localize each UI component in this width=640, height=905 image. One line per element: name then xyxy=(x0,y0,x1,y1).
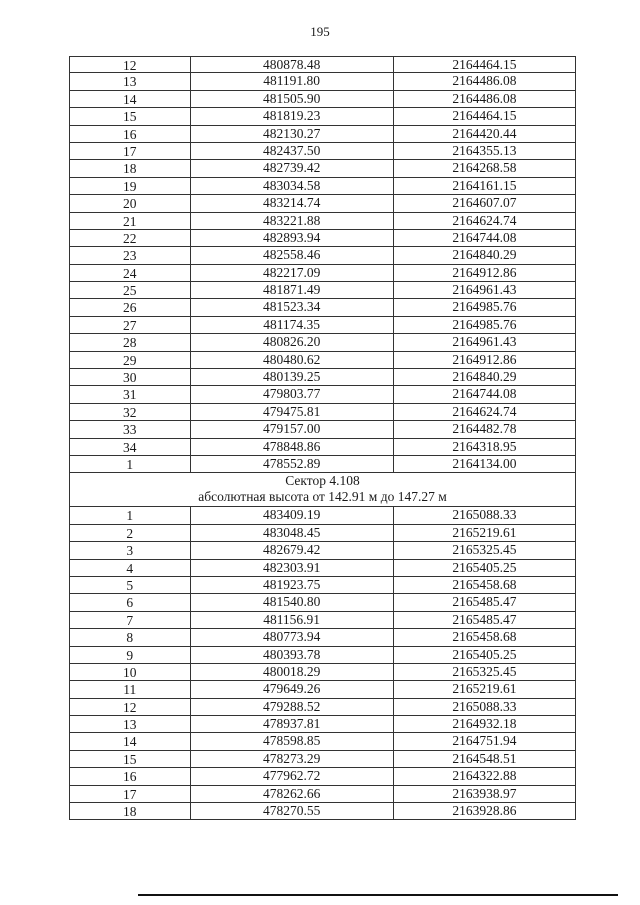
point-number-cell: 13 xyxy=(123,717,137,733)
y-coordinate-cell: 2164985.76 xyxy=(393,317,575,333)
point-number-cell: 34 xyxy=(123,439,137,455)
x-coordinate-cell: 478262.66 xyxy=(190,786,393,802)
table-row xyxy=(70,265,575,282)
point-number-cell: 16 xyxy=(123,126,137,142)
table-row xyxy=(70,247,575,264)
point-number-cell: 13 xyxy=(123,74,137,90)
x-coordinate-cell: 479649.26 xyxy=(190,681,393,697)
y-coordinate-cell: 2164607.07 xyxy=(393,195,575,211)
x-coordinate-cell: 481191.80 xyxy=(190,73,393,89)
x-coordinate-cell: 483048.45 xyxy=(190,525,393,541)
y-coordinate-cell: 2165325.45 xyxy=(393,542,575,558)
x-coordinate-cell: 483409.19 xyxy=(190,507,393,523)
table-row xyxy=(70,803,575,820)
table-row xyxy=(70,699,575,716)
table-row xyxy=(70,716,575,733)
x-coordinate-cell: 480480.62 xyxy=(190,352,393,368)
coordinates-table xyxy=(69,56,576,820)
point-number-cell: 15 xyxy=(123,109,137,125)
table-row xyxy=(70,404,575,421)
x-coordinate-cell: 482558.46 xyxy=(190,247,393,263)
table-row xyxy=(70,195,575,212)
x-coordinate-cell: 481923.75 xyxy=(190,577,393,593)
y-coordinate-cell: 2164355.13 xyxy=(393,143,575,159)
y-coordinate-cell: 2164744.08 xyxy=(393,230,575,246)
x-coordinate-cell: 478552.89 xyxy=(190,456,393,472)
y-coordinate-cell: 2165219.61 xyxy=(393,681,575,697)
table-row xyxy=(70,786,575,803)
x-coordinate-cell: 481819.23 xyxy=(190,108,393,124)
table-row xyxy=(70,56,575,73)
point-number-cell: 18 xyxy=(123,804,137,820)
y-coordinate-cell: 2164548.51 xyxy=(393,751,575,767)
x-coordinate-cell: 482130.27 xyxy=(190,126,393,142)
y-coordinate-cell: 2165088.33 xyxy=(393,699,575,715)
y-coordinate-cell: 2164840.29 xyxy=(393,369,575,385)
y-coordinate-cell: 2164961.43 xyxy=(393,334,575,350)
y-coordinate-cell: 2164840.29 xyxy=(393,247,575,263)
y-coordinate-cell: 2164624.74 xyxy=(393,404,575,420)
x-coordinate-cell: 482893.94 xyxy=(190,230,393,246)
point-number-cell: 23 xyxy=(123,248,137,264)
point-number-cell: 27 xyxy=(123,317,137,333)
point-number-cell: 12 xyxy=(123,699,137,715)
x-coordinate-cell: 482679.42 xyxy=(190,542,393,558)
point-number-cell: 26 xyxy=(123,300,137,316)
point-number-cell: 31 xyxy=(123,387,137,403)
table-row xyxy=(70,456,575,473)
y-coordinate-cell: 2164482.78 xyxy=(393,421,575,437)
point-number-cell: 17 xyxy=(123,786,137,802)
point-number-cell: 15 xyxy=(123,751,137,767)
y-coordinate-cell: 2164751.94 xyxy=(393,733,575,749)
x-coordinate-cell: 481505.90 xyxy=(190,91,393,107)
point-number-cell: 24 xyxy=(123,265,137,281)
point-number-cell: 9 xyxy=(126,647,134,663)
table-row xyxy=(70,299,575,316)
table-row xyxy=(70,594,575,611)
y-coordinate-cell: 2164464.15 xyxy=(393,57,575,72)
y-coordinate-cell: 2165458.68 xyxy=(393,629,575,645)
table-row xyxy=(70,733,575,750)
y-coordinate-cell: 2165405.25 xyxy=(393,647,575,663)
x-coordinate-cell: 481523.34 xyxy=(190,299,393,315)
table-row xyxy=(70,369,575,386)
y-coordinate-cell: 2163938.97 xyxy=(393,786,575,802)
table-row xyxy=(70,647,575,664)
y-coordinate-cell: 2164318.95 xyxy=(393,439,575,455)
x-coordinate-cell: 480773.94 xyxy=(190,629,393,645)
coordinates-block-1 xyxy=(69,56,576,473)
section-header xyxy=(70,473,575,507)
x-coordinate-cell: 479475.81 xyxy=(190,404,393,420)
x-coordinate-cell: 480018.29 xyxy=(190,664,393,680)
x-coordinate-cell: 480878.48 xyxy=(190,57,393,72)
point-number-cell: 25 xyxy=(123,283,137,299)
section-subtitle: абсолютная высота от 142.91 м до 147.27 м xyxy=(198,489,447,505)
x-coordinate-cell: 481871.49 xyxy=(190,282,393,298)
table-row xyxy=(70,352,575,369)
table-row xyxy=(70,542,575,559)
table-row xyxy=(70,230,575,247)
x-coordinate-cell: 478848.86 xyxy=(190,439,393,455)
table-row xyxy=(70,178,575,195)
table-row xyxy=(70,160,575,177)
bottom-divider xyxy=(138,894,618,896)
table-row xyxy=(70,143,575,160)
table-row xyxy=(70,525,575,542)
table-row xyxy=(70,126,575,143)
x-coordinate-cell: 477962.72 xyxy=(190,768,393,784)
point-number-cell: 14 xyxy=(123,734,137,750)
x-coordinate-cell: 479157.00 xyxy=(190,421,393,437)
table-row xyxy=(70,768,575,785)
x-coordinate-cell: 479288.52 xyxy=(190,699,393,715)
table-row xyxy=(70,73,575,90)
x-coordinate-cell: 481174.35 xyxy=(190,317,393,333)
x-coordinate-cell: 483034.58 xyxy=(190,178,393,194)
table-row xyxy=(70,612,575,629)
x-coordinate-cell: 478937.81 xyxy=(190,716,393,732)
point-number-cell: 30 xyxy=(123,370,137,386)
table-row xyxy=(70,213,575,230)
y-coordinate-cell: 2165485.47 xyxy=(393,612,575,628)
point-number-cell: 29 xyxy=(123,352,137,368)
x-coordinate-cell: 482739.42 xyxy=(190,160,393,176)
y-coordinate-cell: 2165458.68 xyxy=(393,577,575,593)
y-coordinate-cell: 2164134.00 xyxy=(393,456,575,472)
y-coordinate-cell: 2163928.86 xyxy=(393,803,575,819)
y-coordinate-cell: 2165088.33 xyxy=(393,507,575,523)
point-number-cell: 28 xyxy=(123,335,137,351)
y-coordinate-cell: 2164322.88 xyxy=(393,768,575,784)
point-number-cell: 1 xyxy=(126,456,134,472)
point-number-cell: 20 xyxy=(123,196,137,212)
x-coordinate-cell: 482437.50 xyxy=(190,143,393,159)
y-coordinate-cell: 2164464.15 xyxy=(393,108,575,124)
point-number-cell: 14 xyxy=(123,91,137,107)
y-coordinate-cell: 2164486.08 xyxy=(393,73,575,89)
table-row xyxy=(70,108,575,125)
point-number-cell: 10 xyxy=(123,664,137,680)
x-coordinate-cell: 480826.20 xyxy=(190,334,393,350)
point-number-cell: 4 xyxy=(126,560,134,576)
x-coordinate-cell: 483221.88 xyxy=(190,213,393,229)
point-number-cell: 8 xyxy=(126,630,134,646)
x-coordinate-cell: 478598.85 xyxy=(190,733,393,749)
y-coordinate-cell: 2165405.25 xyxy=(393,560,575,576)
y-coordinate-cell: 2165325.45 xyxy=(393,664,575,680)
table-row xyxy=(70,507,575,524)
y-coordinate-cell: 2164912.86 xyxy=(393,265,575,281)
table-row xyxy=(70,577,575,594)
point-number-cell: 11 xyxy=(123,682,137,698)
y-coordinate-cell: 2165219.61 xyxy=(393,525,575,541)
point-number-cell: 33 xyxy=(123,422,137,438)
y-coordinate-cell: 2164486.08 xyxy=(393,91,575,107)
point-number-cell: 19 xyxy=(123,178,137,194)
y-coordinate-cell: 2164161.15 xyxy=(393,178,575,194)
x-coordinate-cell: 480139.25 xyxy=(190,369,393,385)
point-number-cell: 7 xyxy=(126,612,134,628)
y-coordinate-cell: 2164985.76 xyxy=(393,299,575,315)
y-coordinate-cell: 2164624.74 xyxy=(393,213,575,229)
x-coordinate-cell: 483214.74 xyxy=(190,195,393,211)
y-coordinate-cell: 2164912.86 xyxy=(393,352,575,368)
table-row xyxy=(70,91,575,108)
x-coordinate-cell: 482303.91 xyxy=(190,560,393,576)
point-number-cell: 16 xyxy=(123,769,137,785)
coordinates-block-2 xyxy=(69,507,576,820)
table-row xyxy=(70,664,575,681)
point-number-cell: 21 xyxy=(123,213,137,229)
page-number: 195 xyxy=(310,24,330,39)
x-coordinate-cell: 478273.29 xyxy=(190,751,393,767)
y-coordinate-cell: 2164744.08 xyxy=(393,386,575,402)
point-number-cell: 22 xyxy=(123,230,137,246)
y-coordinate-cell: 2164420.44 xyxy=(393,126,575,142)
table-row xyxy=(70,681,575,698)
y-coordinate-cell: 2164961.43 xyxy=(393,282,575,298)
point-number-cell: 2 xyxy=(126,525,134,541)
point-number-cell: 32 xyxy=(123,404,137,420)
table-row xyxy=(70,317,575,334)
y-coordinate-cell: 2165485.47 xyxy=(393,594,575,610)
point-number-cell: 6 xyxy=(126,595,134,611)
x-coordinate-cell: 479803.77 xyxy=(190,386,393,402)
table-row xyxy=(70,560,575,577)
x-coordinate-cell: 481156.91 xyxy=(190,612,393,628)
point-number-cell: 5 xyxy=(126,577,134,593)
table-row xyxy=(70,421,575,438)
y-coordinate-cell: 2164932.18 xyxy=(393,716,575,732)
table-row xyxy=(70,439,575,456)
x-coordinate-cell: 480393.78 xyxy=(190,647,393,663)
table-row xyxy=(70,751,575,768)
point-number-cell: 1 xyxy=(126,508,134,524)
point-number-cell: 3 xyxy=(126,543,134,559)
table-row xyxy=(70,334,575,351)
x-coordinate-cell: 481540.80 xyxy=(190,594,393,610)
x-coordinate-cell: 478270.55 xyxy=(190,803,393,819)
point-number-cell: 18 xyxy=(123,161,137,177)
point-number-cell: 17 xyxy=(123,143,137,159)
section-title: Сектор 4.108 xyxy=(285,473,360,489)
table-row xyxy=(70,386,575,403)
x-coordinate-cell: 482217.09 xyxy=(190,265,393,281)
table-row xyxy=(70,629,575,646)
point-number-cell: 12 xyxy=(123,58,137,73)
y-coordinate-cell: 2164268.58 xyxy=(393,160,575,176)
table-row xyxy=(70,282,575,299)
